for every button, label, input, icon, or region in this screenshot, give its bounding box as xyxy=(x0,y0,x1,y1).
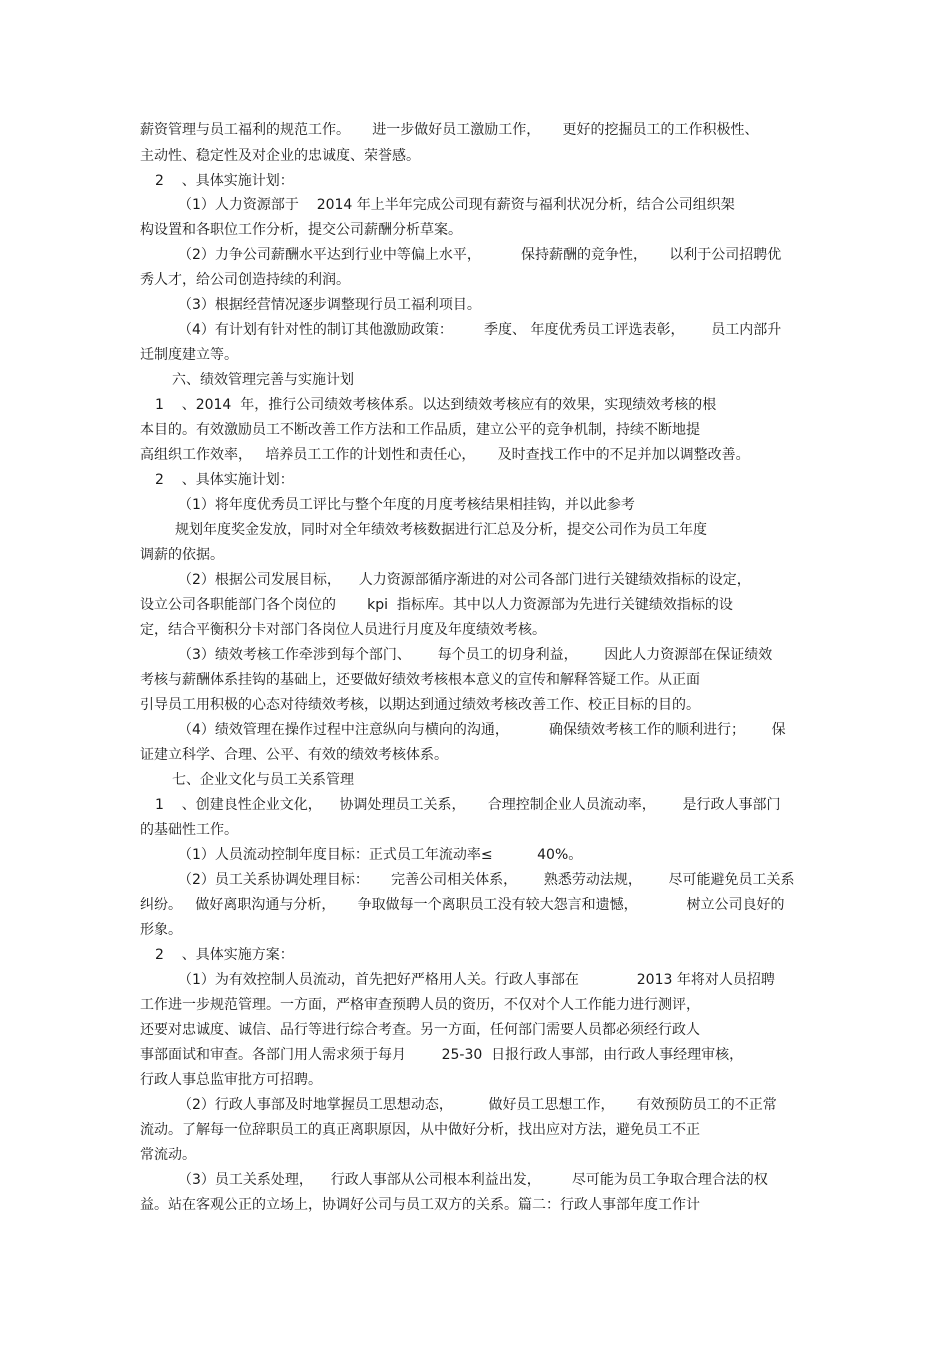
text-line: （2）根据公司发展目标， 人力资源部循序渐进的对公司各部门进行关键绩效指标的设定， xyxy=(178,572,751,588)
text-line: 考核与薪酬体系挂钩的基础上，还要做好绩效考核根本意义的宣传和解释答疑工作。从正面 xyxy=(140,672,700,688)
text-line: 薪资管理与员工福利的规范工作。 进一步做好员工激励工作， 更好的挖掘员工的工作积极性、 xyxy=(140,122,759,138)
text-line: 2 、具体实施计划： xyxy=(155,173,294,189)
text-line: 构设置和各职位工作分析，提交公司薪酬分析草案。 xyxy=(140,222,462,238)
text-line: 的基础性工作。 xyxy=(140,822,238,838)
text-line: 益。站在客观公正的立场上，协调好公司与员工双方的关系。篇二：行政人事部年度工作计 xyxy=(140,1197,700,1213)
text-line: （3）员工关系处理， 行政人事部从公司根本利益出发， 尽可能为员工争取合理合法的权 xyxy=(178,1172,768,1188)
text-line: （2）力争公司薪酬水平达到行业中等偏上水平， 保持薪酬的竞争性， 以利于公司招聘优 xyxy=(178,247,782,263)
text-line: （2）行政人事部及时地掌握员工思想动态， 做好员工思想工作， 有效预防员工的不正常 xyxy=(178,1097,777,1113)
text-line: 流动。了解每一位辞职员工的真正离职原因，从中做好分析，找出应对方法，避免员工不正 xyxy=(140,1122,700,1138)
text-line: 行政人事总监审批方可招聘。 xyxy=(140,1072,322,1088)
text-line: 定，结合平衡积分卡对部门各岗位人员进行月度及年度绩效考核。 xyxy=(140,622,546,638)
section-heading: 七、企业文化与员工关系管理 xyxy=(172,772,354,788)
text-line: 1 、创建良性企业文化， 协调处理员工关系， 合理控制企业人员流动率， 是行政人事部门 xyxy=(155,797,781,813)
text-line: 2 、具体实施方案： xyxy=(155,947,294,963)
section-heading: 六、绩效管理完善与实施计划 xyxy=(172,372,354,388)
text-line: （1）人员流动控制年度目标：正式员工年流动率≤ 40%。 xyxy=(178,847,583,863)
text-line: 证建立科学、合理、公平、有效的绩效考核体系。 xyxy=(140,747,448,763)
text-line: （1）将年度优秀员工评比与整个年度的月度考核结果相挂钩，并以此参考 xyxy=(178,497,635,513)
text-line: 设立公司各职能部门各个岗位的 kpi 指标库。其中以人力资源部为先进行关键绩效指标的设 xyxy=(140,597,733,613)
text-line: 调薪的依据。 xyxy=(140,547,224,563)
text-line: （3）根据经营情况逐步调整现行员工福利项目。 xyxy=(178,297,481,313)
text-line: 2 、具体实施计划： xyxy=(155,472,294,488)
text-line: 主动性、稳定性及对企业的忠诚度、荣誉感。 xyxy=(140,148,420,164)
text-line: （1）人力资源部于 2014 年上半年完成公司现有薪资与福利状况分析，结合公司组织架 xyxy=(178,197,735,213)
text-line: （3）绩效考核工作牵涉到每个部门、 每个员工的切身利益， 因此人力资源部在保证绩效 xyxy=(178,647,773,663)
text-line: （4）有计划有针对性的制订其他激励政策： 季度、 年度优秀员工评选表彰， 员工内部升 xyxy=(178,322,782,338)
text-line: （2）员工关系协调处理目标： 完善公司相关体系， 熟悉劳动法规， 尽可能避免员工关系 xyxy=(178,872,795,888)
text-line: （1）为有效控制人员流动，首先把好严格用人关。行政人事部在 2013 年将对人员招聘 xyxy=(178,972,775,988)
text-line: 高组织工作效率， 培养员工工作的计划性和责任心， 及时查找工作中的不足并加以调整改善。 xyxy=(140,447,750,463)
text-line: 事部面试和审查。各部门用人需求须于每月 25-30 日报行政人事部，由行政人事经理审核， xyxy=(140,1047,744,1063)
text-line: 纠纷。 做好离职沟通与分析， 争取做每一个离职员工没有较大怨言和遗憾， 树立公司良好的 xyxy=(140,897,785,913)
text-line: 秀人才，给公司创造持续的利润。 xyxy=(140,272,350,288)
text-line: 引导员工用积极的心态对待绩效考核，以期达到通过绩效考核改善工作、校正目标的目的。 xyxy=(140,697,700,713)
text-line: 形象。 xyxy=(140,922,182,938)
text-line: 工作进一步规范管理。一方面，严格审查预聘人员的资历，不仅对个人工作能力进行测评， xyxy=(140,997,700,1013)
text-line: 本目的。有效激励员工不断改善工作方法和工作品质，建立公平的竞争机制，持续不断地提 xyxy=(140,422,700,438)
text-line: 还要对忠诚度、诚信、品行等进行综合考查。另一方面，任何部门需要人员都必须经行政人 xyxy=(140,1022,700,1038)
text-line: （4）绩效管理在操作过程中注意纵向与横向的沟通， 确保绩效考核工作的顺利进行； 保 xyxy=(178,722,786,738)
text-line: 1 、2014 年，推行公司绩效考核体系。以达到绩效考核应有的效果，实现绩效考核的根 xyxy=(155,397,717,413)
text-line: 常流动。 xyxy=(140,1147,196,1163)
text-line: 规划年度奖金发放，同时对全年绩效考核数据进行汇总及分析，提交公司作为员工年度 xyxy=(175,522,707,538)
text-line: 迁制度建立等。 xyxy=(140,347,238,363)
